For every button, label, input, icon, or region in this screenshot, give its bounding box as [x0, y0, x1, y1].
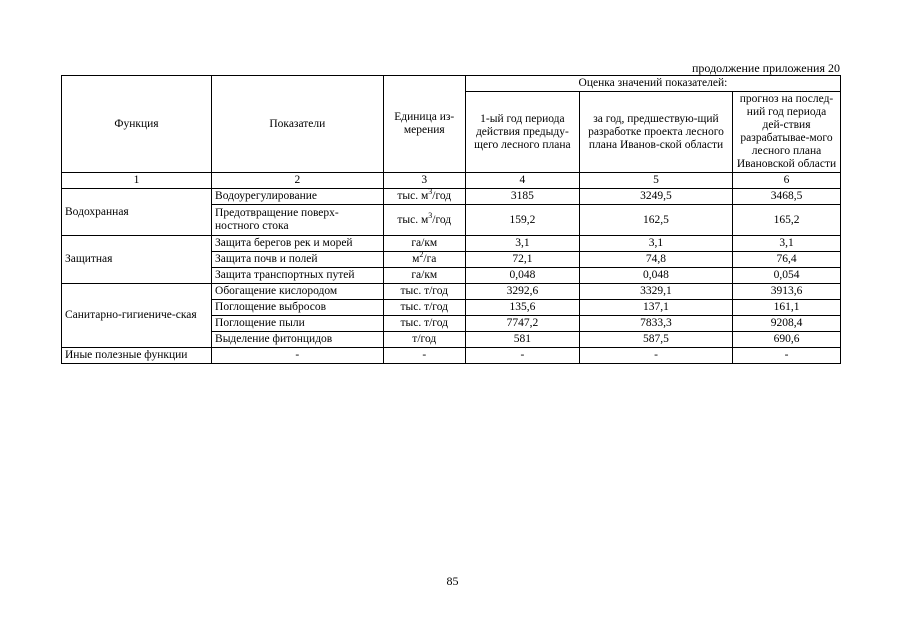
- unit: $м^2/га$: [383, 252, 465, 268]
- indicator: Предотвращение поверх-ностного стока: [212, 205, 384, 236]
- functions-table: [61, 75, 841, 364]
- value-col4: 72,1: [465, 252, 579, 268]
- value-col6: 3,1: [733, 236, 841, 252]
- group-sanitary: Санитарно-гигиениче-ская: [62, 284, 212, 348]
- header-col5: за год, предшествую-щий разработке проекта лесного плана Иванов-ской области: [579, 92, 732, 173]
- table-row: [62, 189, 841, 205]
- value-col6: 76,4: [733, 252, 841, 268]
- indicator: Защита берегов рек и морей: [212, 236, 384, 252]
- header-col4: 1-ый год периода действия предыду-щего лесного плана: [465, 92, 579, 173]
- value-col6: 9208,4: [733, 316, 841, 332]
- value-col6: 161,1: [733, 300, 841, 316]
- value-col4: 3292,6: [465, 284, 579, 300]
- indicator: Поглощение выбросов: [212, 300, 384, 316]
- value-col6: 0,054: [733, 268, 841, 284]
- unit: -: [383, 348, 465, 364]
- indicator: Обогащение кислородом: [212, 284, 384, 300]
- value-col4: 581: [465, 332, 579, 348]
- colnum: 4: [465, 173, 579, 189]
- unit: т/год: [383, 332, 465, 348]
- table-row: [62, 348, 841, 364]
- header-unit: Единица из-мерения: [383, 76, 465, 173]
- indicator: Выделение фитонцидов: [212, 332, 384, 348]
- value-col6: -: [733, 348, 841, 364]
- table-row: [62, 236, 841, 252]
- group-protect: Защитная: [62, 236, 212, 284]
- table-row: [62, 284, 841, 300]
- unit: тыс. $м^3$/год: [383, 205, 465, 236]
- page-number: 85: [446, 574, 459, 588]
- value-col4: 7747,2: [465, 316, 579, 332]
- value-col4: 3185: [465, 189, 579, 205]
- colnum: 6: [733, 173, 841, 189]
- value-col4: -: [465, 348, 579, 364]
- indicator: Водоурегулирование: [212, 189, 384, 205]
- column-numbers-row: [62, 173, 841, 189]
- value-col5: -: [579, 348, 732, 364]
- value-col6: 3913,6: [733, 284, 841, 300]
- group-other: Иные полезные функции: [62, 348, 212, 364]
- indicator: Защита почв и полей: [212, 252, 384, 268]
- unit: тыс. т/год: [383, 316, 465, 332]
- value-col5: 3249,5: [579, 189, 732, 205]
- value-col6: 690,6: [733, 332, 841, 348]
- header-group: Оценка значений показателей:: [465, 76, 840, 92]
- value-col5: 3329,1: [579, 284, 732, 300]
- value-col4: 0,048: [465, 268, 579, 284]
- value-col6: 165,2: [733, 205, 841, 236]
- colnum: 3: [383, 173, 465, 189]
- table-caption: продолжение приложения 20: [692, 61, 840, 75]
- value-col5: 3,1: [579, 236, 732, 252]
- value-col5: 7833,3: [579, 316, 732, 332]
- unit: тыс. т/год: [383, 284, 465, 300]
- value-col5: 137,1: [579, 300, 732, 316]
- unit: тыс. $м^3$/год: [383, 189, 465, 205]
- value-col4: 135,6: [465, 300, 579, 316]
- unit: га/км: [383, 268, 465, 284]
- colnum: 2: [212, 173, 384, 189]
- value-col4: 3,1: [465, 236, 579, 252]
- value-col5: 74,8: [579, 252, 732, 268]
- value-col5: 0,048: [579, 268, 732, 284]
- header-indicators: Показатели: [212, 76, 384, 173]
- colnum: 5: [579, 173, 732, 189]
- indicator: Поглощение пыли: [212, 316, 384, 332]
- unit: га/км: [383, 236, 465, 252]
- indicator: -: [212, 348, 384, 364]
- header-function: Функция: [62, 76, 212, 173]
- value-col6: 3468,5: [733, 189, 841, 205]
- value-col5: 587,5: [579, 332, 732, 348]
- group-water: Водохранная: [62, 189, 212, 236]
- value-col4: 159,2: [465, 205, 579, 236]
- header-row-1: [62, 76, 841, 92]
- value-col5: 162,5: [579, 205, 732, 236]
- unit: тыс. т/год: [383, 300, 465, 316]
- colnum: 1: [62, 173, 212, 189]
- indicator: Защита транспортных путей: [212, 268, 384, 284]
- header-col6: прогноз на послед-ний год периода дей-ствия разрабатывае-мого лесного плана Ивановской области: [733, 92, 841, 173]
